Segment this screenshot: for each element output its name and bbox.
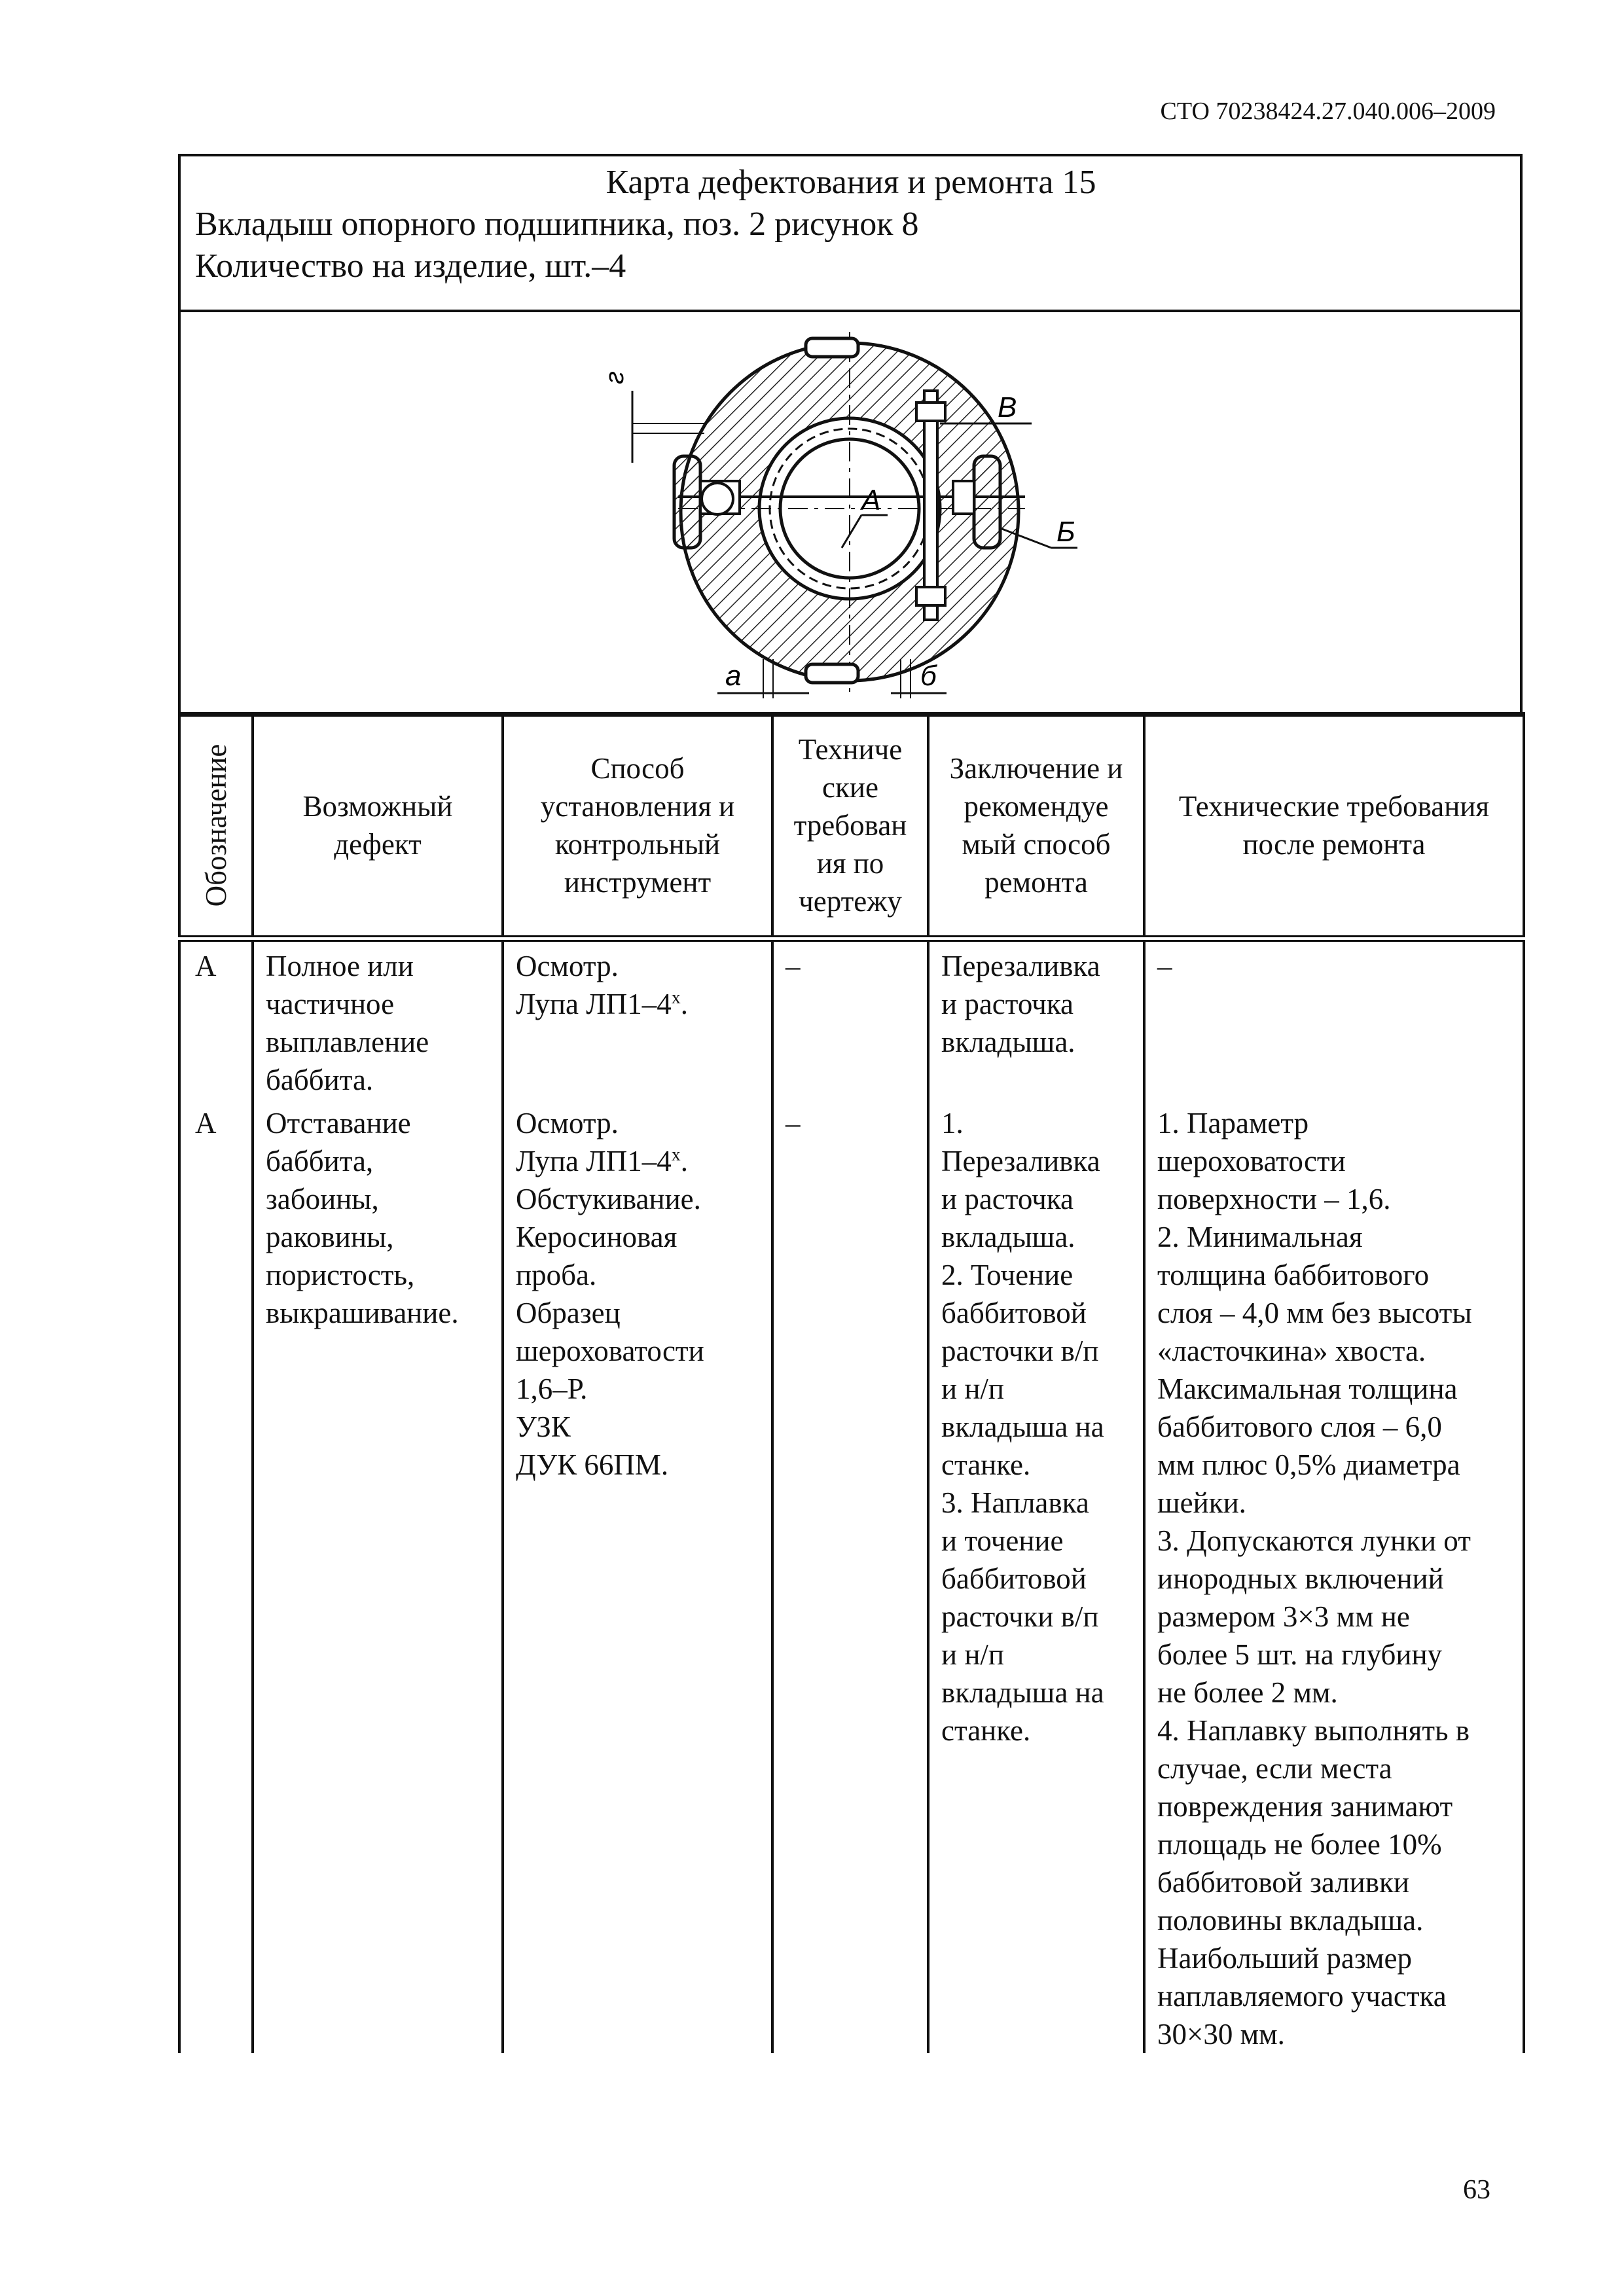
part-name: Вкладыш опорного подшипника, поз. 2 рисунок 8 — [195, 206, 919, 243]
cell-line: Отставание — [266, 1107, 411, 1139]
cell-line: Лупа $ЛП1-4^х$. — [516, 1145, 688, 1177]
bottom-key — [806, 664, 858, 683]
cell-line: более 5 шт. на глубину — [1157, 1638, 1443, 1671]
cell-line: станке. — [941, 1448, 1031, 1481]
cell-code: А — [179, 939, 253, 1099]
cell-line: 3. Наплавка — [941, 1486, 1089, 1519]
defect-card-frame — [178, 154, 1523, 717]
cell-line: баббитовой заливки — [1157, 1866, 1409, 1899]
cell-defect — [253, 939, 503, 1099]
cell-line: – — [1157, 950, 1172, 982]
cell-line: 1,6–Р. — [516, 1372, 588, 1405]
cell-defect — [253, 1099, 503, 2053]
cell-line: слоя – 4,0 мм без высоты — [1157, 1297, 1472, 1329]
cell-line: Полное или — [266, 950, 414, 982]
label-a-bottom: а — [725, 660, 742, 692]
label-v: В — [998, 391, 1017, 423]
cell-line: наплавляемого участка — [1157, 1980, 1447, 2013]
cell-line: ДУК 66ПМ. — [516, 1448, 669, 1481]
table-row — [179, 1099, 1524, 2053]
header-drawing-req: Техниче ские требован ия по чертежу — [772, 713, 928, 939]
cell-line: вкладыша. — [941, 1221, 1075, 1253]
cell-line: Максимальная толщина — [1157, 1372, 1458, 1405]
header-defect: Возможный дефект — [253, 713, 503, 939]
cell-line: баббитового слоя – 6,0 — [1157, 1410, 1442, 1443]
right-pad — [974, 456, 1000, 548]
header-conclusion: Заключение и рекомендуе мый способ ремонта — [928, 713, 1144, 939]
table-header-row — [179, 713, 1524, 939]
cell-line: случае, если места — [1157, 1752, 1392, 1785]
cell-line: проба. — [516, 1259, 597, 1291]
label-g: г — [600, 371, 629, 384]
cell-line: и н/п — [941, 1638, 1004, 1671]
cell-line: повреждения занимают — [1157, 1790, 1453, 1823]
cell-line: 1. — [941, 1107, 964, 1139]
card-title: Карта дефектования и ремонта 15 — [605, 164, 1096, 201]
cell-line: площадь не более 10% — [1157, 1828, 1442, 1861]
cell-line: УЗК — [516, 1410, 571, 1443]
cell-line: Перезаливка — [941, 1145, 1100, 1177]
bolt — [924, 391, 937, 620]
cell-line: станке. — [941, 1714, 1031, 1747]
header-after-repair: Технические требования после ремонта — [1144, 713, 1524, 939]
bearing-liner-drawing — [181, 312, 1520, 714]
cell-line: и расточка — [941, 1183, 1074, 1215]
cell-line: расточки в/п — [941, 1600, 1099, 1633]
header-code: Обозначение — [179, 713, 253, 939]
cell-line: выплавление — [266, 1026, 429, 1058]
cell-line: баббита. — [266, 1064, 374, 1096]
cell-conclusion — [928, 1099, 1144, 2053]
cell-line: пористость, — [266, 1259, 415, 1291]
cell-line: Осмотр. — [516, 950, 619, 982]
cell-line: баббитовой — [941, 1297, 1087, 1329]
cell-line: 3. Допускаются лунки от — [1157, 1524, 1471, 1557]
cell-line: и точение — [941, 1524, 1064, 1557]
table-row — [179, 939, 1524, 1099]
cell-method — [503, 939, 772, 1099]
cell-line: Образец — [516, 1297, 621, 1329]
cell-line: толщина баббитового — [1157, 1259, 1430, 1291]
cell-line: не более 2 мм. — [1157, 1676, 1338, 1709]
cell-drawing-req: – — [772, 1099, 928, 2053]
left-pad — [674, 456, 700, 548]
cell-line: баббита, — [266, 1145, 374, 1177]
cell-line: «ласточкина» хвоста. — [1157, 1335, 1426, 1367]
cell-line: шейки. — [1157, 1486, 1246, 1519]
cell-after-repair — [1144, 1099, 1524, 2053]
top-key — [806, 338, 858, 357]
header-method: Способ установления и контрольный инструмент — [503, 713, 772, 939]
cell-conclusion — [928, 939, 1144, 1099]
cell-code: А — [179, 1099, 253, 2053]
superscript: х — [671, 1145, 681, 1165]
cell-line: 2. Точение — [941, 1259, 1074, 1291]
cell-line: и н/п — [941, 1372, 1004, 1405]
cell-line: 4. Наплавку выполнять в — [1157, 1714, 1470, 1747]
quantity-line: Количество на изделие, шт.–4 — [195, 247, 626, 285]
cell-line: поверхности – 1,6. — [1157, 1183, 1391, 1215]
cell-line: Осмотр. — [516, 1107, 619, 1139]
label-a-center: А — [861, 484, 881, 516]
label-b-right: Б — [1056, 516, 1075, 548]
document-code: СТО 70238424.27.040.006–2009 — [1160, 98, 1496, 125]
cell-after-repair — [1144, 939, 1524, 1099]
cell-line: 30×30 мм. — [1157, 2018, 1285, 2051]
cell-line: Наибольший размер — [1157, 1942, 1412, 1975]
cell-line: выкрашивание. — [266, 1297, 459, 1329]
cell-line: расточки в/п — [941, 1335, 1099, 1367]
cell-line: мм плюс 0,5% диаметра — [1157, 1448, 1460, 1481]
superscript: х — [671, 988, 681, 1008]
cell-line: 1. Параметр — [1157, 1107, 1309, 1139]
cell-line: инородных включений — [1157, 1562, 1444, 1595]
label-b-bottom: б — [920, 660, 937, 692]
cell-line: раковины, — [266, 1221, 394, 1253]
cell-line: шероховатости — [516, 1335, 704, 1367]
defect-table — [178, 712, 1525, 2053]
cell-line: вкладыша на — [941, 1676, 1104, 1709]
defect-table-wrap — [178, 712, 1523, 2053]
cell-line: и расточка — [941, 988, 1074, 1020]
title-block — [181, 156, 1520, 312]
page-number: 63 — [1463, 2175, 1490, 2205]
cell-line: частичное — [266, 988, 395, 1020]
cell-method — [503, 1099, 772, 2053]
cell-line: 2. Минимальная — [1157, 1221, 1363, 1253]
cell-line: вкладыша. — [941, 1026, 1075, 1058]
cell-line: шероховатости — [1157, 1145, 1346, 1177]
cell-line: баббитовой — [941, 1562, 1087, 1595]
cell-line: вкладыша на — [941, 1410, 1104, 1443]
cell-line: Перезаливка — [941, 950, 1100, 982]
cell-line: размером 3×3 мм не — [1157, 1600, 1410, 1633]
cell-line: Обстукивание. — [516, 1183, 701, 1215]
cell-line: половины вкладыша. — [1157, 1904, 1424, 1937]
bearing-drawing — [181, 312, 1520, 714]
cell-line: Лупа $ЛП1-4^х$. — [516, 988, 688, 1020]
cell-line: забоины, — [266, 1183, 379, 1215]
cell-drawing-req: – — [772, 939, 928, 1099]
cell-line: Керосиновая — [516, 1221, 677, 1253]
